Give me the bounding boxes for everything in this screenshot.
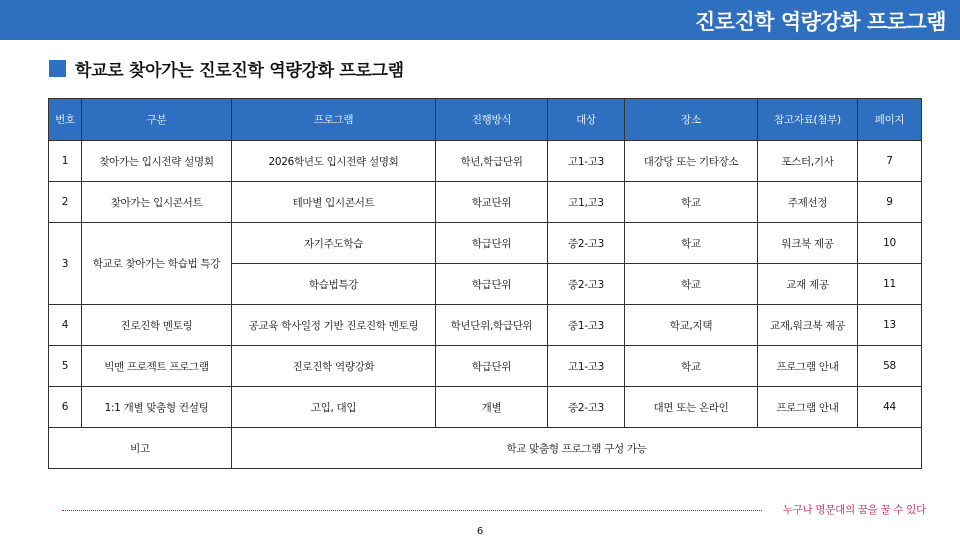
cell-number: 2 [49, 182, 82, 223]
cell-reference: 워크북 제공 [758, 223, 858, 264]
cell-category: 진로진학 멘토링 [82, 305, 232, 346]
section-heading [49, 57, 404, 79]
cell-page: 58 [858, 346, 922, 387]
table-row [49, 387, 922, 428]
cell-page: 44 [858, 387, 922, 428]
header-program: 프로그램 [232, 99, 436, 141]
cell-category: 1:1 개별 맞춤형 컨설팅 [82, 387, 232, 428]
cell-target: 고1-고3 [548, 346, 625, 387]
table-row [49, 141, 922, 182]
remark-text: 학교 맞춤형 프로그램 구성 가능 [232, 428, 922, 469]
cell-program: 공교육 학사일정 기반 진로진학 멘토링 [232, 305, 436, 346]
cell-program: 학습법특강 [232, 264, 436, 305]
cell-program: 자기주도학습 [232, 223, 436, 264]
header-method: 진행방식 [436, 99, 548, 141]
cell-number: 1 [49, 141, 82, 182]
cell-place: 학교 [625, 264, 758, 305]
program-table [48, 98, 922, 469]
cell-page: 11 [858, 264, 922, 305]
header-reference: 참고자료(첨부) [758, 99, 858, 141]
cell-target: 중2-고3 [548, 223, 625, 264]
cell-method: 학급단위 [436, 223, 548, 264]
remark-label: 비고 [49, 428, 232, 469]
cell-category: 찾아가는 입시전략 설명회 [82, 141, 232, 182]
cell-number: 3 [49, 223, 82, 305]
cell-program: 테마별 입시콘서트 [232, 182, 436, 223]
cell-method: 학급단위 [436, 264, 548, 305]
section-title: 학교로 찾아가는 진로진학 역량강화 프로그램 [75, 60, 404, 81]
cell-target: 고1,고3 [548, 182, 625, 223]
blue-square-icon [49, 60, 66, 77]
cell-category: 학교로 찾아가는 학습법 특강 [82, 223, 232, 305]
page-number: 6 [476, 526, 484, 537]
cell-target: 중2-고3 [548, 264, 625, 305]
cell-page: 7 [858, 141, 922, 182]
cell-page: 9 [858, 182, 922, 223]
table-row [49, 182, 922, 223]
cell-program: 진로진학 역량강화 [232, 346, 436, 387]
cell-page: 13 [858, 305, 922, 346]
cell-method: 학급단위 [436, 346, 548, 387]
footer-divider [62, 510, 762, 511]
cell-number: 5 [49, 346, 82, 387]
cell-place: 대강당 또는 기타장소 [625, 141, 758, 182]
cell-page: 10 [858, 223, 922, 264]
table-row [49, 223, 922, 264]
cell-target: 중1-고3 [548, 305, 625, 346]
cell-reference: 프로그램 안내 [758, 387, 858, 428]
cell-program: 고입, 대입 [232, 387, 436, 428]
cell-method: 학교단위 [436, 182, 548, 223]
remark-row [49, 428, 922, 469]
cell-category: 찾아가는 입시콘서트 [82, 182, 232, 223]
cell-place: 학교 [625, 182, 758, 223]
cell-target: 중2-고3 [548, 387, 625, 428]
cell-reference: 교재 제공 [758, 264, 858, 305]
cell-place: 대면 또는 온라인 [625, 387, 758, 428]
cell-reference: 교재,워크북 제공 [758, 305, 858, 346]
table-header-row [49, 99, 922, 141]
slide-title: 진로진학 역량강화 프로그램 [694, 10, 946, 34]
header-number: 번호 [49, 99, 82, 141]
cell-reference: 프로그램 안내 [758, 346, 858, 387]
table-row [49, 305, 922, 346]
cell-place: 학교,지택 [625, 305, 758, 346]
cell-number: 4 [49, 305, 82, 346]
cell-number: 6 [49, 387, 82, 428]
cell-method: 학년단위,학급단위 [436, 305, 548, 346]
header-category: 구분 [82, 99, 232, 141]
cell-category: 빅맨 프로젝트 프로그램 [82, 346, 232, 387]
cell-reference: 주제선정 [758, 182, 858, 223]
cell-place: 학교 [625, 223, 758, 264]
cell-method: 개별 [436, 387, 548, 428]
footer-slogan: 누구나 명문대의 꿈을 꿀 수 있다 [782, 504, 926, 516]
cell-program: 2026학년도 입시전략 설명회 [232, 141, 436, 182]
title-bar [0, 0, 960, 40]
cell-reference: 포스터,기사 [758, 141, 858, 182]
cell-place: 학교 [625, 346, 758, 387]
cell-method: 학년,학급단위 [436, 141, 548, 182]
table-row [49, 346, 922, 387]
cell-target: 고1-고3 [548, 141, 625, 182]
header-target: 대상 [548, 99, 625, 141]
header-page: 페이지 [858, 99, 922, 141]
header-place: 장소 [625, 99, 758, 141]
